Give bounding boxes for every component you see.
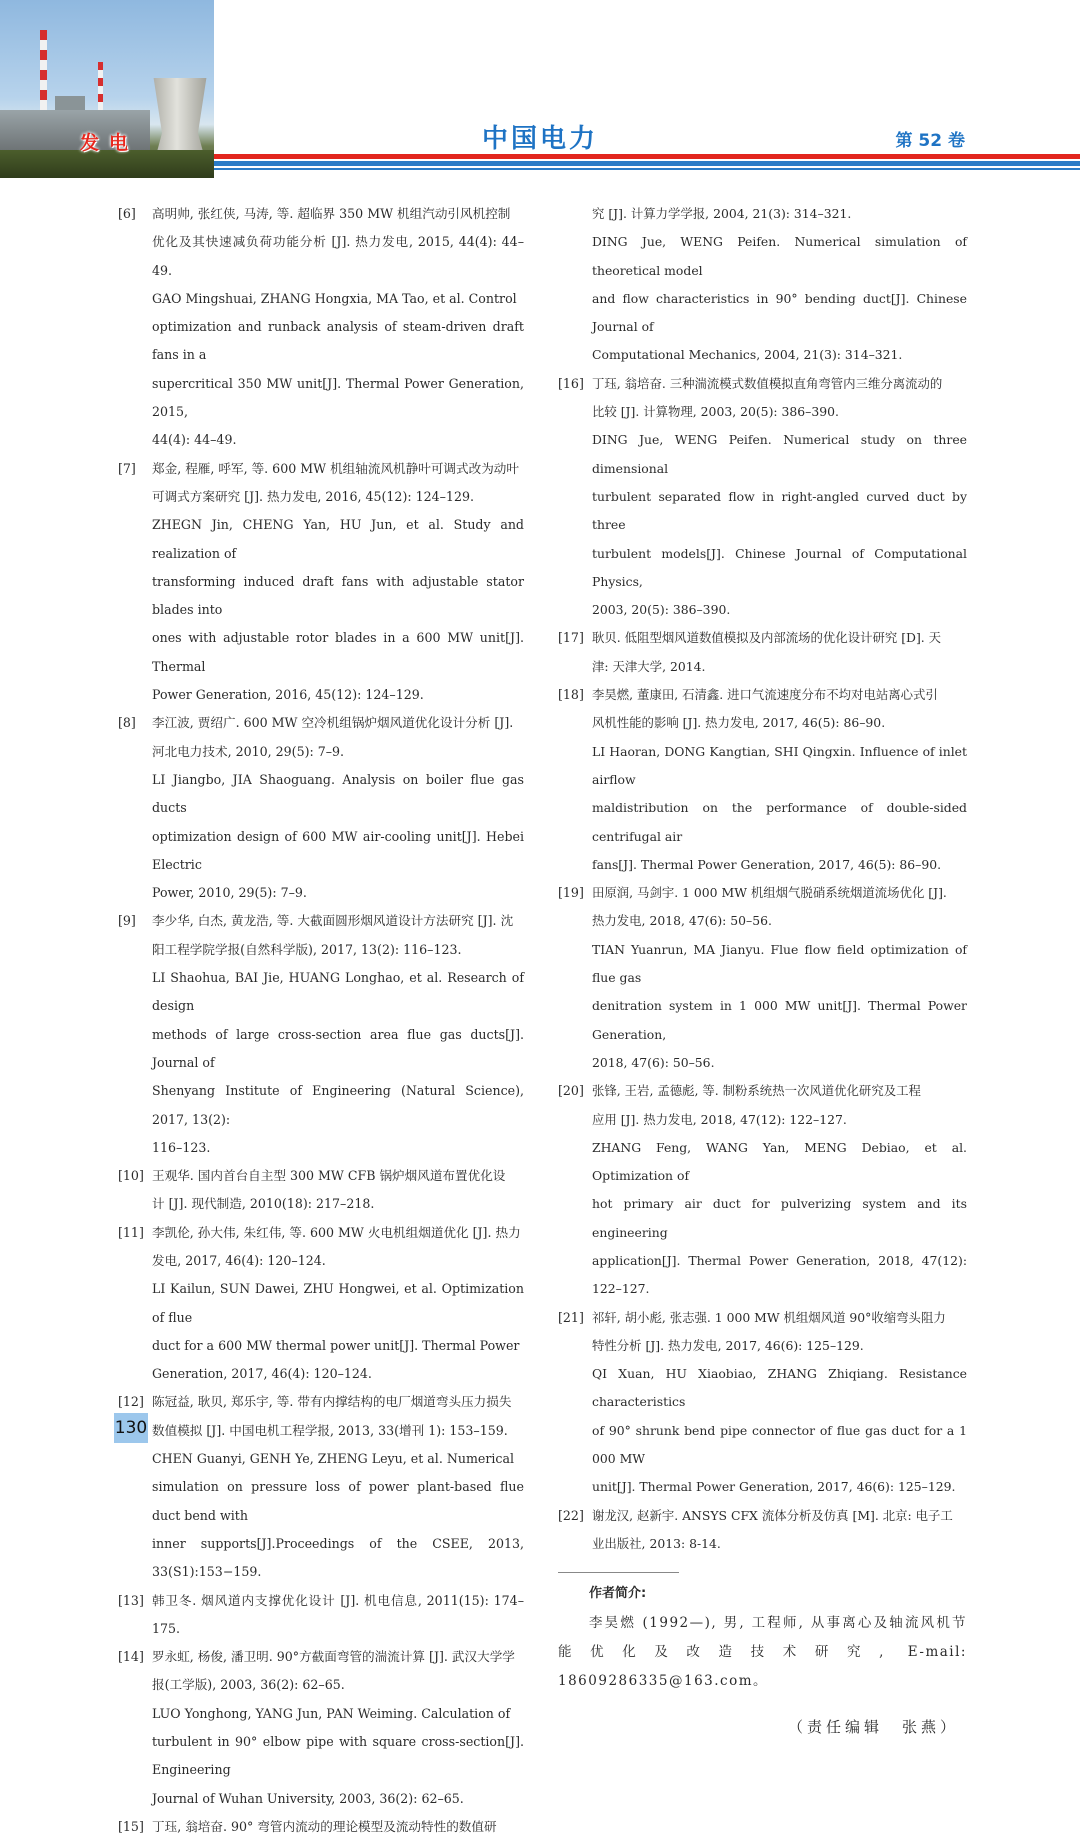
reference-line: maldistribution on the performance of double-sided centrifugal air [592, 800, 967, 844]
reference-entry [118, 1587, 524, 1644]
reference-line: fans[J]. Thermal Power Generation, 2017, 46(5): 86–90. [592, 856, 942, 872]
reference-entry [118, 200, 524, 455]
reference-number: [9] [118, 913, 136, 929]
reference-line: 丁珏, 翁培奋. 三种湍流模式数值模拟直角弯管内三维分离流动的 [592, 375, 943, 391]
reference-line: turbulent models[J]. Chinese Journal of Computational Physics, [592, 545, 967, 589]
reference-line: 报(工学版), 2003, 36(2): 62–65. [152, 1677, 345, 1693]
reference-line: 44(4): 44–49. [152, 432, 237, 448]
reference-number: [7] [118, 460, 136, 476]
reference-body [152, 200, 524, 455]
reference-line: inner supports[J].Proceedings of the CSEE, 2013, 33(S1):153−159. [152, 1535, 524, 1580]
reference-line: 张锋, 王岩, 孟德彪, 等. 制粉系统热一次风道优化研究及工程 [592, 1083, 921, 1099]
reference-line: 应用 [J]. 热力发电, 2018, 47(12): 122–127. [592, 1111, 847, 1127]
reference-line: 郑金, 程雁, 呼军, 等. 600 MW 机组轴流风机静叶可调式改为动叶 [152, 460, 519, 476]
reference-line: DING Jue, WENG Peifen. Numerical study on three dimensional [592, 432, 967, 476]
reference-line: 优化及其快速减负荷功能分析 [J]. 热力发电, 2015, 44(4): 44–49. [152, 234, 524, 278]
reference-line: Power Generation, 2016, 45(12): 124–129. [152, 687, 424, 703]
reference-number: [19] [558, 885, 584, 901]
reference-body [152, 455, 524, 710]
reference-body [152, 1587, 524, 1644]
reference-line: 高明帅, 张红侠, 马涛, 等. 超临界 350 MW 机组汽动引风机控制 [152, 206, 511, 221]
reference-line: application[J]. Thermal Power Generation, 2018, 47(12): 122–127. [592, 1252, 967, 1297]
reference-number: [8] [118, 715, 136, 731]
reference-line: 116–123. [152, 1139, 211, 1155]
reference-entry [118, 1162, 524, 1219]
reference-line: 罗永虹, 杨俊, 潘卫明. 90°方截面弯管的湍流计算 [J]. 武汉大学学 [152, 1649, 515, 1665]
reference-entry [558, 1304, 967, 1502]
reference-line: Power, 2010, 29(5): 7–9. [152, 885, 307, 901]
reference-line: 丁珏, 翁培奋. 90° 弯管内流动的理论模型及流动特性的数值研 [152, 1818, 497, 1834]
responsible-editor: （责任编辑 张燕） [787, 1718, 959, 1737]
reference-line: 风机性能的影响 [J]. 热力发电, 2017, 46(5): 86–90. [592, 715, 886, 731]
reference-line: LUO Yonghong, YANG Jun, PAN Weiming. Calculation of [152, 1705, 511, 1721]
reference-number: [17] [558, 630, 584, 646]
reference-line: 比较 [J]. 计算物理, 2003, 20(5): 386–390. [592, 404, 839, 420]
reference-body [152, 1813, 524, 1841]
reference-line: Generation, 2017, 46(4): 120–124. [152, 1366, 372, 1382]
reference-number: [20] [558, 1083, 584, 1099]
reference-line: 李江波, 贾绍广. 600 MW 空冷机组锅炉烟风道优化设计分析 [J]. [152, 715, 514, 731]
reference-body [152, 709, 524, 907]
reference-body [592, 1304, 967, 1502]
reference-line: turbulent in 90° elbow pipe with square cross-section[J]. Engineering [152, 1734, 524, 1778]
reference-line: LI Jiangbo, JIA Shaoguang. Analysis on boiler flue gas ducts [152, 771, 524, 816]
reference-entry [118, 709, 524, 907]
reference-line: 李少华, 白杰, 黄龙浩, 等. 大截面圆形烟风道设计方法研究 [J]. 沈 [152, 913, 514, 929]
reference-line: optimization and runback analysis of steam-driven draft fans in a [152, 319, 524, 363]
reference-body [152, 907, 524, 1162]
reference-entry [558, 624, 967, 681]
reference-line: DING Jue, WENG Peifen. Numerical simulation of theoretical model [592, 234, 967, 278]
reference-number: [6] [118, 206, 136, 221]
reference-line: LI Haoran, DONG Kangtian, SHI Qingxin. Influence of inlet airflow [592, 743, 967, 787]
reference-line: transforming induced draft fans with adjustable stator blades into [152, 573, 524, 618]
reference-line: 热力发电, 2018, 47(6): 50–56. [592, 913, 772, 929]
reference-body [152, 1643, 524, 1813]
reference-entry [118, 1388, 524, 1586]
reference-body [592, 1502, 967, 1559]
reference-line: 李昊燃, 董康田, 石清鑫. 进口气流速度分布不均对电站离心式引 [592, 687, 938, 703]
reference-number: [21] [558, 1309, 584, 1325]
header-rule-blue [214, 161, 1080, 166]
reference-entry [558, 1077, 967, 1303]
reference-line: 津: 天津大学, 2014. [592, 658, 706, 674]
reference-number: [22] [558, 1507, 584, 1523]
reference-line: 可调式方案研究 [J]. 热力发电, 2016, 45(12): 124–129. [152, 488, 474, 504]
reference-line: 李凯伦, 孙大伟, 朱红伟, 等. 600 MW 火电机组烟道优化 [J]. 热力 [152, 1224, 521, 1240]
reference-number: [15] [118, 1818, 144, 1834]
reference-body [592, 370, 967, 625]
reference-number: [12] [118, 1394, 144, 1410]
reference-body [592, 1077, 967, 1303]
author-bio-text: 李昊燃 (1992—), 男, 工程师, 从事离心及轴流风机节能优化及改造技术研究, E-mail: 18609286335@163.com。 [558, 1615, 967, 1690]
reference-line: TIAN Yuanrun, MA Jianyu. Flue flow field optimization of flue gas [592, 941, 967, 986]
reference-line: and flow characteristics in 90° bending duct[J]. Chinese Journal of [592, 290, 967, 335]
reference-entry [118, 1219, 524, 1389]
reference-line: 韩卫冬. 烟风道内支撑优化设计 [J]. 机电信息, 2011(15): 174–175. [152, 1592, 524, 1636]
reference-body [592, 200, 967, 370]
reference-number [558, 200, 592, 370]
reference-line: 王观华. 国内首台自主型 300 MW CFB 锅炉烟风道布置优化设 [152, 1168, 506, 1184]
reference-body [592, 879, 967, 1077]
reference-entry [558, 1502, 967, 1559]
reference-line: ones with adjustable rotor blades in a 600 MW unit[J]. Thermal [152, 630, 524, 674]
reference-line: denitration system in 1 000 MW unit[J]. Thermal Power Generation, [592, 998, 967, 1042]
reference-line: 祁轩, 胡小彪, 张志强. 1 000 MW 机组烟风道 90°收缩弯头阻力 [592, 1309, 946, 1325]
reference-line: CHEN Guanyi, GENH Ye, ZHENG Leyu, et al. Numerical [152, 1451, 514, 1467]
reference-line: turbulent separated flow in right-angled curved duct by three [592, 488, 967, 533]
reference-line: ZHANG Feng, WANG Yan, MENG Debiao, et al. Optimization of [592, 1139, 967, 1184]
reference-body [592, 624, 967, 681]
references-left-column [118, 200, 524, 1841]
reference-line: 数值模拟 [J]. 中国电机工程学报, 2013, 33(增刊 1): 153–159. [152, 1422, 508, 1438]
reference-entry [118, 455, 524, 710]
reference-line: LI Shaohua, BAI Jie, HUANG Longhao, et al. Research of design [152, 970, 524, 1014]
reference-line: Journal of Wuhan University, 2003, 36(2): 62–65. [152, 1790, 464, 1806]
reference-line: 谢龙汉, 赵新宇. ANSYS CFX 流体分析及仿真 [M]. 北京: 电子工 [592, 1507, 953, 1523]
reference-entry [558, 200, 967, 370]
header-rule-blue-thin [214, 168, 1080, 170]
reference-line: 发电, 2017, 46(4): 120–124. [152, 1252, 326, 1268]
reference-line: 陈冠益, 耿贝, 郑乐宇, 等. 带有内撑结构的电厂烟道弯头压力损失 [152, 1394, 512, 1410]
reference-number: [16] [558, 375, 584, 391]
reference-line: 特性分析 [J]. 热力发电, 2017, 46(6): 125–129. [592, 1337, 864, 1353]
reference-body [152, 1388, 524, 1586]
reference-body [152, 1162, 524, 1219]
reference-line: GAO Mingshuai, ZHANG Hongxia, MA Tao, et al. Control [152, 290, 517, 306]
reference-line: hot primary air duct for pulverizing system and its engineering [592, 1196, 967, 1240]
reference-line: simulation on pressure loss of power plant-based flue duct bend with [152, 1479, 524, 1523]
reference-line: QI Xuan, HU Xiaobiao, ZHANG Zhiqiang. Resistance characteristics [592, 1366, 967, 1410]
reference-line: unit[J]. Thermal Power Generation, 2017, 46(6): 125–129. [592, 1479, 956, 1495]
reference-line: 业出版社, 2013: 8-14. [592, 1535, 721, 1551]
reference-line: methods of large cross-section area flue gas ducts[J]. Journal of [152, 1026, 524, 1070]
section-tag: 发电 [80, 132, 139, 154]
reference-entry [558, 879, 967, 1077]
reference-line: 究 [J]. 计算力学学报, 2004, 21(3): 314–321. [592, 206, 852, 221]
reference-entry [118, 907, 524, 1162]
reference-line: ZHEGN Jin, CHENG Yan, HU Jun, et al. Study and realization of [152, 517, 524, 561]
reference-line: 耿贝. 低阻型烟风道数值模拟及内部流场的优化设计研究 [D]. 天 [592, 630, 942, 646]
reference-line: Computational Mechanics, 2004, 21(3): 314–321. [592, 347, 903, 363]
references-right-column [558, 200, 967, 1737]
reference-entry [118, 1813, 524, 1841]
reference-line: duct for a 600 MW thermal power unit[J]. Thermal Power [152, 1337, 520, 1353]
reference-line: 2018, 47(6): 50–56. [592, 1054, 715, 1070]
reference-entry [558, 370, 967, 625]
reference-line: 2003, 20(5): 386–390. [592, 602, 731, 618]
reference-entry [118, 1643, 524, 1813]
reference-line: supercritical 350 MW unit[J]. Thermal Power Generation, 2015, [152, 375, 524, 420]
reference-number: [18] [558, 687, 584, 703]
reference-line: of 90° shrunk bend pipe connector of flue gas duct for a 1 000 MW [592, 1422, 967, 1467]
reference-number: [14] [118, 1649, 144, 1665]
journal-title: 中国电力 [481, 124, 598, 154]
author-bio-heading: 作者简介: [589, 1586, 647, 1602]
reference-body [592, 681, 967, 879]
reference-line: 田原润, 马剑宇. 1 000 MW 机组烟气脱硝系统烟道流场优化 [J]. [592, 885, 947, 901]
reference-number: [10] [118, 1168, 144, 1184]
page-number: 130 [114, 1413, 148, 1443]
reference-line: 计 [J]. 现代制造, 2010(18): 217–218. [152, 1196, 375, 1212]
bio-divider [558, 1572, 679, 1573]
reference-number: [11] [118, 1224, 144, 1240]
volume-label: 第 52 卷 [895, 131, 965, 151]
header-rule-red [214, 154, 1080, 159]
reference-line: 阳工程学院学报(自然科学版), 2017, 13(2): 116–123. [152, 941, 462, 957]
reference-line: 河北电力技术, 2010, 29(5): 7–9. [152, 743, 345, 759]
reference-body [152, 1219, 524, 1389]
reference-line: LI Kailun, SUN Dawei, ZHU Hongwei, et al. Optimization of flue [152, 1281, 524, 1325]
reference-line: optimization design of 600 MW air-cooling unit[J]. Hebei Electric [152, 828, 524, 872]
reference-number: [13] [118, 1592, 144, 1608]
reference-line: Shenyang Institute of Engineering (Natural Science), 2017, 13(2): [152, 1083, 524, 1127]
reference-entry [558, 681, 967, 879]
